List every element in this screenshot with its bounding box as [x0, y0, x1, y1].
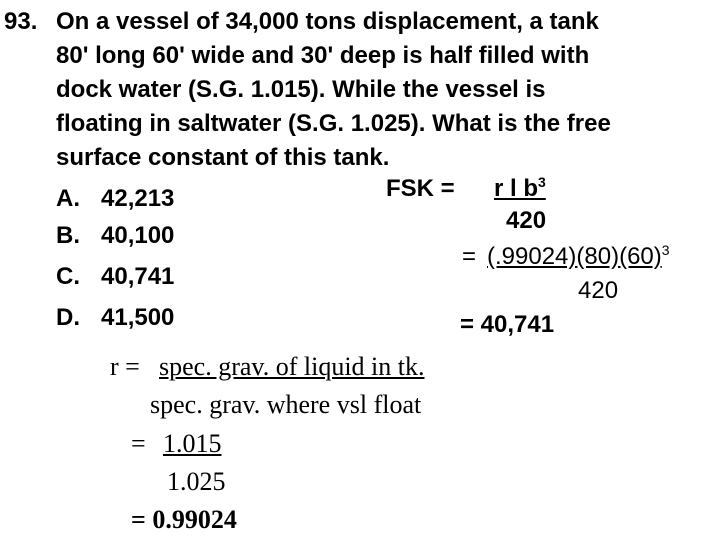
choice-value: 41,500 [101, 304, 175, 331]
r-result: = 0.99024 [131, 505, 237, 534]
formula-step-exponent: 3 [661, 242, 670, 258]
choice-value: 42,213 [101, 185, 175, 212]
formula-lhs: FSK = [386, 175, 455, 202]
r-prefix: r = [110, 352, 140, 381]
formula-result: = 40,741 [460, 311, 555, 338]
formula-numerator-text: r l b [494, 175, 539, 202]
choice-letter: C. [56, 263, 80, 290]
formula-step-eq: = [462, 243, 477, 270]
choice-value: 40,100 [101, 222, 175, 249]
choice-letter: A. [56, 185, 80, 212]
calc-eq: = [131, 429, 146, 458]
formula-numerator [494, 174, 546, 202]
calc-denominator: 1.025 [167, 467, 226, 496]
question-line-1: On a vessel of 34,000 tons displacement, a tank [56, 8, 599, 35]
question-line-5: surface constant of this tank. [56, 144, 390, 171]
choice-letter: B. [56, 222, 80, 249]
calc-numerator: 1.015 [163, 429, 222, 458]
formula-step-numerator [487, 242, 670, 270]
formula-denominator: 420 [506, 207, 547, 234]
question-line-3: dock water (S.G. 1.015). While the vessel is [56, 76, 546, 103]
formula-step-numerator-text: (.99024)(80)(60) [487, 243, 662, 270]
choice-letter: D. [56, 304, 80, 331]
question-line-4: floating in saltwater (S.G. 1.025). What is the free [56, 110, 611, 137]
formula-numerator-exponent: 3 [538, 174, 546, 190]
question-line-2: 80' long 60' wide and 30' deep is half filled with [56, 42, 590, 69]
question-number: 93. [4, 8, 38, 35]
r-numerator: spec. grav. of liquid in tk. [159, 352, 425, 381]
formula-step-denominator: 420 [578, 277, 619, 304]
choice-value: 40,741 [101, 263, 175, 290]
r-denominator: spec. grav. where vsl float [150, 390, 422, 419]
